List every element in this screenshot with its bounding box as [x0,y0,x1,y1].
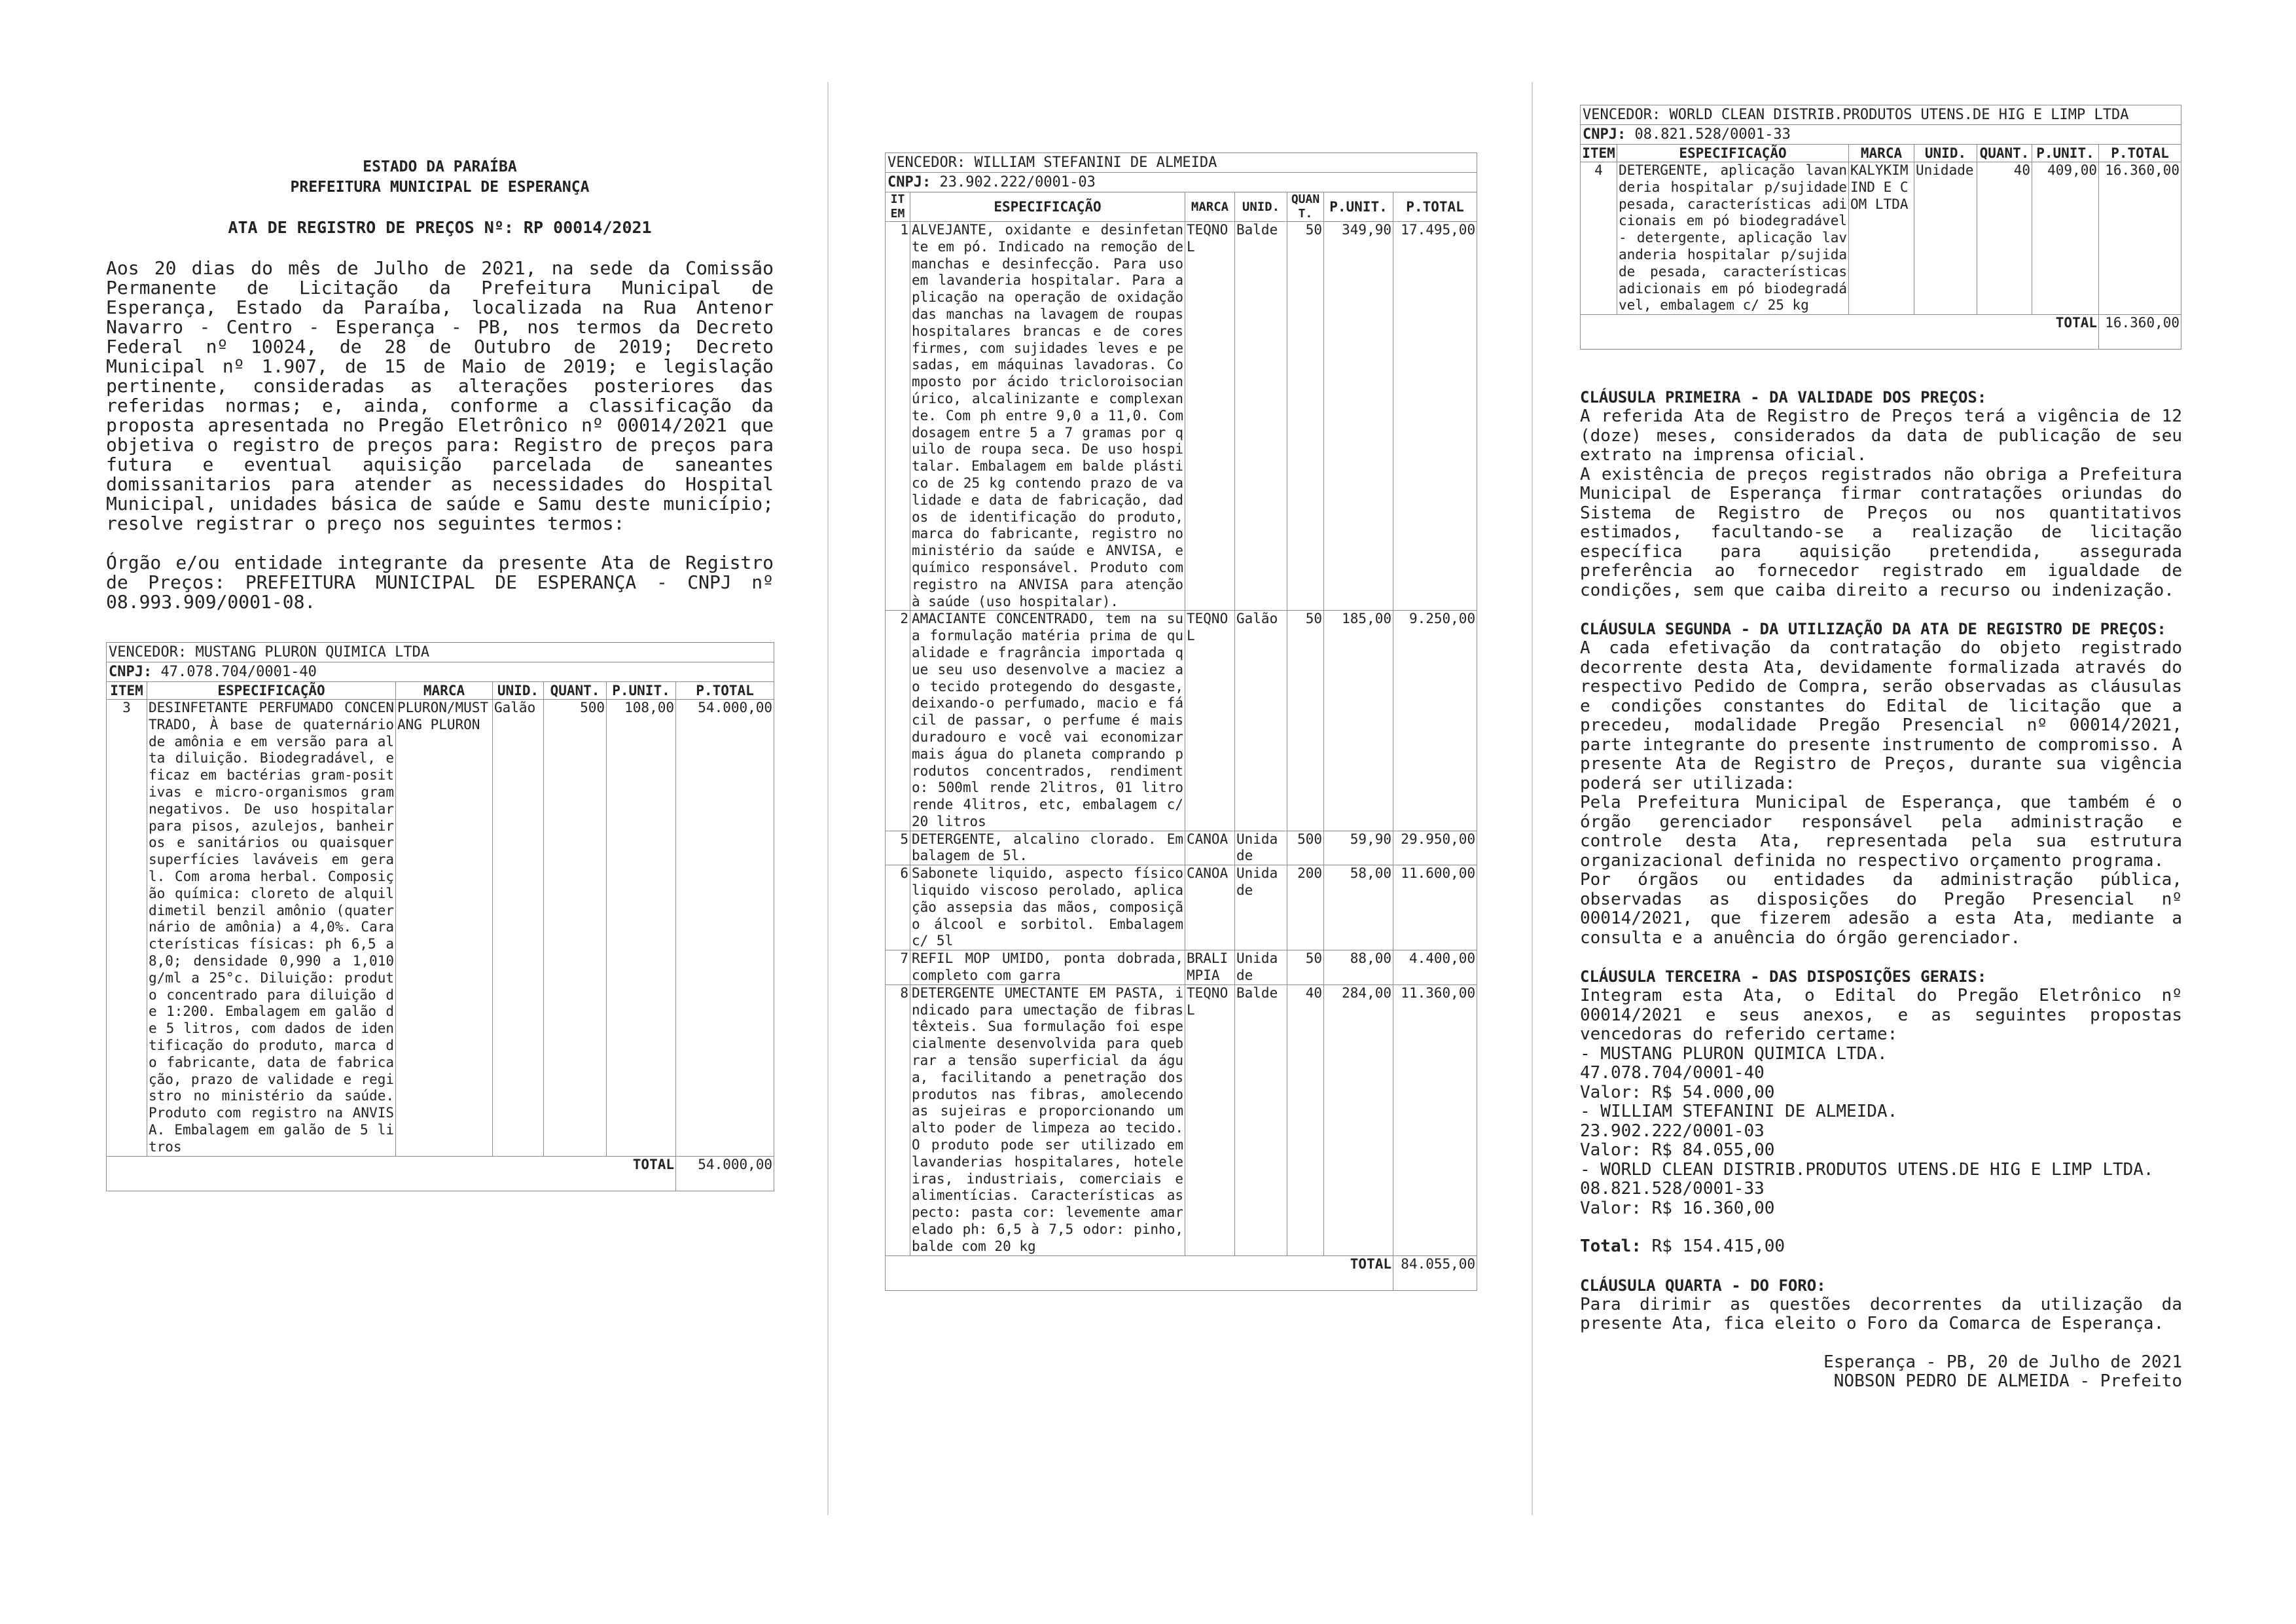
column-divider [827,82,829,1515]
column-divider [1532,82,1533,1515]
clause-2-text: Pela Prefeitura Municipal de Esperança, que também é o órgão gerenciador responsável pela administração e controle desta Ata, representada pela sua estrutura organizacional definida no respectivo orçamento programa. [1580,793,2182,871]
col-item: IT EM [886,192,910,222]
col-spec: ESPECIFICAÇÃO [910,192,1185,222]
clause-3-title: CLÁUSULA TERCEIRA - DAS DISPOSIÇÕES GERAIS: [1580,967,1987,986]
table-row: 7 REFIL MOP UMIDO, ponta dobrada, completo com garra BRALIMPIA Unidade 50 88,00 4.400,00 [886,950,1477,985]
clause-2-text: Por órgãos ou entidades da administração pública, observadas as disposições do Pregão Presencial nº 00014/2021, que fizerem adesão a esta Ata, mediante a consulta e a anuência do órgão gerenciador. [1580,870,2182,948]
col-item: ITEM [107,682,147,700]
col-spec: ESPECIFICAÇÃO [1617,145,1849,162]
vendor-name: VENCEDOR: WORLD CLEAN DISTRIB.PRODUTOS UTENS.DE HIG E LIMP LTDA [1581,105,2181,125]
column-middle [885,153,1477,1291]
col-qty: QUAN T. [1287,192,1324,222]
col-unit-price: P.UNIT. [607,682,676,700]
signature-signer: NOBSON PEDRO DE ALMEIDA - Prefeito [1833,1371,2182,1392]
clause-2-text: A cada efetivação da contratação do objeto registrado decorrente desta Ata, devidamente formalizada através do respectivo Pedido de Compra, serão observadas as cláusulas e condições constantes do Edital de licitação que a precedeu, modalidade Pregão Presencial nº 00014/2021, parte integrante do presente instrumento de compromisso. A presente Ata de Registro de Preços, durante sua vigência poderá ser utilizada: [1580,638,2182,793]
col-brand: MARCA [1849,145,1914,162]
winner-entry: - MUSTANG PLURON QUIMICA LTDA. 47.078.704/0001-40 Valor: R$ 54.000,00 [1580,1043,1888,1102]
grand-total: Total: R$ 154.415,00 [1580,1236,1785,1257]
municipality-heading: PREFEITURA MUNICIPAL DE ESPERANÇA [290,179,590,196]
col-qty: QUANT. [544,682,607,700]
vendor-cnpj: CNPJ: 47.078.704/0001-40 [107,662,774,682]
clause-2-title: CLÁUSULA SEGUNDA - DA UTILIZAÇÃO DA ATA DE REGISTRO DE PREÇOS: [1580,620,2166,639]
vendor-table-worldclean [1580,105,2181,350]
vendor-cnpj: CNPJ: 23.902.222/0001-03 [886,173,1477,192]
clause-1-text: A existência de preços registrados não obriga a Prefeitura Municipal de Esperança firmar contratações oriundas do Sistema de Registro de Preços ou nos quantitativos estimados, facultando-se a realização de licitação específica para aquisição pretendida, assegurada preferência ao fornecedor registrado em igualdade de condições, sem que caiba direito a recurso ou indenização. [1580,464,2182,600]
clause-1-text: A referida Ata de Registro de Preços terá a vigência de 12 (doze) meses, considerados da data de publicação de seu extrato na imprensa oficial. [1580,406,2182,465]
winner-entry: - WILLIAM STEFANINI DE ALMEIDA. 23.902.222/0001-03 Valor: R$ 84.055,00 [1580,1102,1898,1161]
vendor-table-mustang [106,642,774,1191]
table-total-row: TOTAL 84.055,00 [886,1255,1477,1290]
signature-place-date: Esperança - PB, 20 de Julho de 2021 [1823,1352,2182,1372]
table-total-row: TOTAL 16.360,00 [1581,315,2181,350]
table-row: 2 AMACIANTE CONCENTRADO, tem na sua formulação matéria prima de qualidade e fragrância importada que seu uso desenvolve a maciez ao tecido protegendo do desgaste, deixando-o perfumado, macio e fácil de passar, o perfume é mais duradouro e você vai economizar mais água do planeta comprando produtos concentrados, rendimento: 500ml rende 2litros, 01 litro rende 4litros, etc, embalagem c/ 20 litros TEQNOL Galão 50 185,00 9.250,00 [886,611,1477,831]
winner-entry: - WORLD CLEAN DISTRIB.PRODUTOS UTENS.DE HIG E LIMP LTDA. 08.821.528/0001-33 Valor: R$ 16.360,00 [1580,1159,2154,1218]
col-item: ITEM [1581,145,1617,162]
col-qty: QUANT. [1977,145,2032,162]
state-heading: ESTADO DA PARAÍBA [363,158,517,175]
table-row: 4 DETERGENTE, aplicação lavanderia hospitalar p/sujidade pesada, características adicionais em pó biodegradável - detergente, aplicação lavanderia hospitalar p/sujidade pesada, características adicionais em pó biodegradável, embalagem c/ 25 kg KALYKIM IND E COM LTDA Unidade 40 409,00 16.360,00 [1581,162,2181,315]
table-row: 8 DETERGENTE UMECTANTE EM PASTA, indicado para umectação de fibras têxteis. Sua formulação foi especialmente desenvolvida para quebrar a tensão superficial da água, facilitando a penetração dos produtos nas fibras, amolecendo as sujeiras e proporcionando um alto poder de limpeza ao tecido. O produto pode ser utilizado em lavanderias hospitalares, hoteleiras, industriais, comerciais e alimentícias. Características aspecto: pasta cor: levemente amarelado ph: 6,5 à 7,5 odor: pinho, balde com 20 kg TEQNOL Balde 40 284,00 11.360,00 [886,984,1477,1255]
intro-paragraph: Aos 20 dias do mês de Julho de 2021, na sede da Comissão Permanente de Licitação da Prefeitura Municipal de Esperança, Estado da Paraíba, localizada na Rua Antenor Navarro - Centro - Esperança - PB, nos termos da Decreto Federal nº 10024, de 28 de Outubro de 2019; Decreto Municipal nº 1.907, de 15 de Maio de 2019; e legislação pertinente, consideradas as alterações posteriores das referidas normas; e, ainda, conforme a classificação da proposta apresentada no Pregão Eletrônico nº 00014/2021 que objetiva o registro de preços para: Registro de preços para futura e eventual aquisição parcelada de saneantes domissanitarios para atender as necessidades do Hospital Municipal, unidades básica de saúde e Samu deste município; resolve registrar o preço nos seguintes termos: [106,257,774,534]
column-right [1580,105,2182,1392]
col-unit: UNID. [1235,192,1287,222]
col-total-price: P.TOTAL [2099,145,2181,162]
col-brand: MARCA [396,682,493,700]
table-row: 6 Sabonete liquido, aspecto físico liquido viscoso perolado, aplicação assepsia das mãos, composição álcool e sorbitol. Embalagem c/ 5l CANOA Unidade 200 58,00 11.600,00 [886,865,1477,950]
vendor-cnpj: CNPJ: 08.821.528/0001-33 [1581,125,2181,145]
col-unit-price: P.UNIT. [1324,192,1393,222]
organ-paragraph: Órgão e/ou entidade integrante da presente Ata de Registro de Preços: PREFEITURA MUNICIPAL DE ESPERANÇA - CNPJ nº 08.993.909/0001-08. [106,552,774,613]
table-row: 1 ALVEJANTE, oxidante e desinfetante em pó. Indicado na remoção de manchas e desinfecção. Para uso em lavanderia hospitalar. Para aplicação na operação de oxidação das manchas na lavagem de roupas hospitalares brancas e de cores firmes, com sujidades leves e pesadas, em máquinas lavadoras. Composto por ácido tricloroisocianúrico, alcalinizante e complexante. Com ph entre 9,0 a 11,0. Com dosagem entre 5 a 7 gramas por quilo de roupa seca. De uso hospitalar. Embalagem em balde plástico de 25 kg contendo prazo de validade e data de fabricação, dados de identificação do produto, marca do fabricante, registro no ministério da saúde e ANVISA, e químico responsável. Produto com registro na ANVISA para atenção à saúde (uso hospitalar). TEQNOL Balde 50 349,90 17.495,00 [886,222,1477,611]
column-left [106,0,774,1191]
vendor-table-william [885,153,1477,1291]
vendor-name: VENCEDOR: WILLIAM STEFANINI DE ALMEIDA [886,153,1477,173]
table-row: 5 DETERGENTE, alcalino clorado. Embalagem de 5l. CANOA Unidade 500 59,90 29.950,00 [886,831,1477,865]
col-unit: UNID. [493,682,544,700]
act-title: ATA DE REGISTRO DE PREÇOS Nº: RP 00014/2021 [228,218,652,237]
col-spec: ESPECIFICAÇÃO [147,682,396,700]
col-total-price: P.TOTAL [1393,192,1477,222]
col-total-price: P.TOTAL [676,682,774,700]
clause-1-title: CLÁUSULA PRIMEIRA - DA VALIDADE DOS PREÇOS: [1580,388,1987,407]
clause-4-text: Para dirimir as questões decorrentes da utilização da presente Ata, fica eleito o Foro da Comarca de Esperança. [1580,1294,2182,1334]
col-unit-price: P.UNIT. [2032,145,2099,162]
clause-3-text: Integram esta Ata, o Edital do Pregão Eletrônico nº 00014/2021 e seus anexos, e as seguintes propostas vencedoras do referido certame: [1580,986,2182,1045]
table-row: 3 DESINFETANTE PERFUMADO CONCENTRADO, À base de quaternário de amônia e em versão para alta diluição. Biodegradável, eficaz em bactérias gram-positivas e micro-organismos gram negativos. De uso hospitalar para pisos, azulejos, banheiros e sanitários ou quaisquer superfícies laváveis em geral. Com aroma herbal. Composição química: cloreto de alquil dimetil benzil amônio (quaternário de amônia) a 4,0%. Características físicas: ph 6,5 a 8,0; densidade 0,990 a 1,010 g/ml a 25°c. Diluição: produto concentrado para diluição de 1:200. Embalagem em galão de 5 litros, com dados de identificação do produto, marca do fabricante, data de fabricação, prazo de validade e registro no ministério da saúde. Produto com registro na ANVISA. Embalagem em galão de 5 litros PLURON/MUSTANG PLURON Galão 500 108,00 54.000,00 [107,700,774,1157]
table-total-row: TOTAL 54.000,00 [107,1156,774,1191]
vendor-name: VENCEDOR: MUSTANG PLURON QUIMICA LTDA [107,643,774,662]
clause-4-title: CLÁUSULA QUARTA - DO FORO: [1580,1276,1826,1295]
col-unit: UNID. [1914,145,1977,162]
col-brand: MARCA [1185,192,1235,222]
